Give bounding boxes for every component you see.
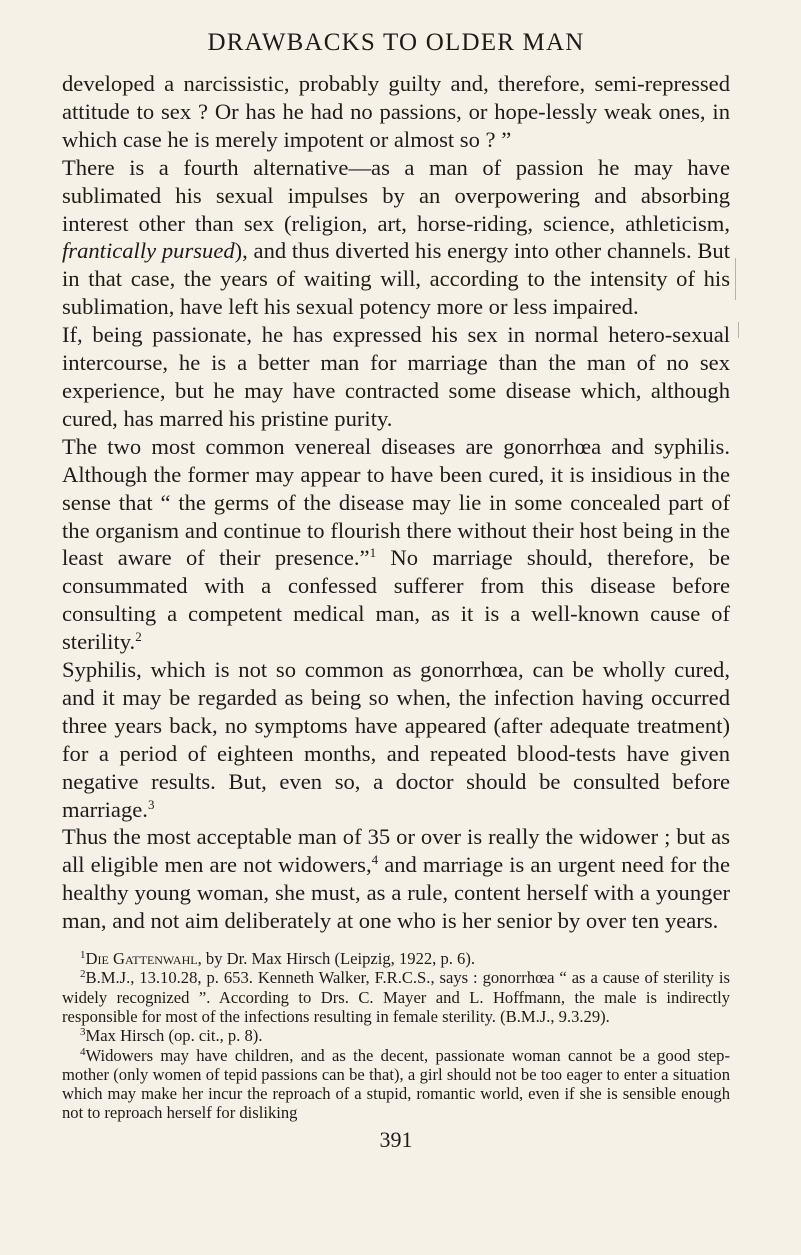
margin-scratch-mark	[735, 258, 736, 300]
footnote-reference: 1	[369, 545, 377, 561]
text-run: No marriage should, therefore, be consummated with a confessed sufferer from this disease before consulting a competent medical man, as it is a well-known cause of sterility.	[62, 545, 730, 655]
running-head: DRAWBACKS TO OLDER MAN	[207, 29, 585, 56]
footnote	[62, 968, 730, 1026]
text-run: Thus the most acceptable man of 35 or over is really the widower ; but as all eligible men are not widowers,	[62, 824, 730, 878]
footnote	[62, 1046, 730, 1123]
book-page	[62, 28, 730, 1153]
footnote-marker: 4	[80, 1045, 86, 1058]
paragraph	[62, 321, 730, 433]
text-run: Syphilis, which is not so common as gonorrhœa, can be wholly cured, and it may be regarded as being so when, the infection having occurred three years back, no symptoms have appeared (after adequate treatment) for a period of eighteen months, and repeated blood-tests have given negative results. But, even so, a doctor should be consulted before marriage.	[62, 657, 730, 822]
footnote	[62, 949, 730, 968]
text-run: The two most common venereal diseases are gonorrhœa and syphilis. Although the former may appear to have been cured, it is insidious in the sense that “ the germs of the disease may lie in some concealed part of the organism and continue to flourish there without their host being in the least aware of their presence.”	[62, 433, 730, 571]
book-title-smallcaps: Die Gattenwahl	[85, 949, 198, 969]
footnote-marker: 2	[80, 968, 86, 981]
footnote-marker: 1	[80, 949, 86, 962]
paragraph	[62, 433, 730, 656]
paragraph	[62, 656, 730, 823]
footnotes	[62, 949, 730, 1123]
body-text	[62, 70, 730, 935]
text-run: Max Hirsch (op. cit., p. 8).	[85, 1026, 263, 1046]
text-run: ), and thus diverted his energy into other channels. But in that case, the years of waiting will, according to the intensity of his sublimation, have left his sexual potency more or less impaired.	[62, 238, 730, 320]
margin-scratch-mark	[738, 322, 739, 338]
text-run: If, being passionate, he has expressed his sex in normal hetero-sexual intercourse, he is a better man for marriage than the man of no sex experience, but he may have contracted some disease which, although cured, has marred his pristine purity.	[62, 322, 730, 431]
text-run: Widowers may have children, and as the decent, passionate woman cannot be a good step-mother (only women of tepid passions can be that), a girl should not be too eager to enter a situation which may make her incur the reproach of a stupid, romantic world, even if she is sensible enough not to reproach herself for disliking	[62, 1045, 730, 1123]
page-number: 391	[379, 1126, 413, 1152]
footnote-reference: 4	[371, 852, 379, 868]
footnote-reference: 2	[135, 629, 142, 645]
text-run: developed a narcissistic, probably guilty and, therefore, semi-repressed attitude to sex ? Or has he had no passions, or hope-lessly weak ones, in which case he is merely impotent or almost so ? ”	[62, 71, 730, 152]
text-run: There is a fourth alternative—as a man of passion he may have sublimated his sexual impulses by an overpowering and absorbing interest other than sex (religion, art, horse-riding, science, athleticism,	[62, 154, 730, 236]
paragraph	[62, 823, 730, 935]
paragraph	[62, 70, 730, 154]
footnote-marker: 3	[80, 1026, 86, 1039]
text-run: , by Dr. Max Hirsch (Leipzig, 1922, p. 6).	[197, 949, 476, 969]
text-run: B.M.J., 13.10.28, p. 653. Kenneth Walker, F.R.C.S., says : gonorrhœa “ as a cause of sterility is widely recognized ”. According to Drs. C. Mayer and L. Hoffmann, the male is indirectly responsible for most of the infections resulting in female sterility. (B.M.J., 9.3.29).	[62, 968, 730, 1026]
footnote	[62, 1026, 730, 1045]
paragraph	[62, 154, 730, 321]
footnote-reference: 3	[147, 796, 155, 812]
italic-text: frantically pursued	[62, 238, 235, 264]
text-run: and marriage is an urgent need for the healthy young woman, she must, as a rule, content herself with a younger man, and not aim deliberately at one who is her senior by over ten years.	[62, 852, 730, 934]
